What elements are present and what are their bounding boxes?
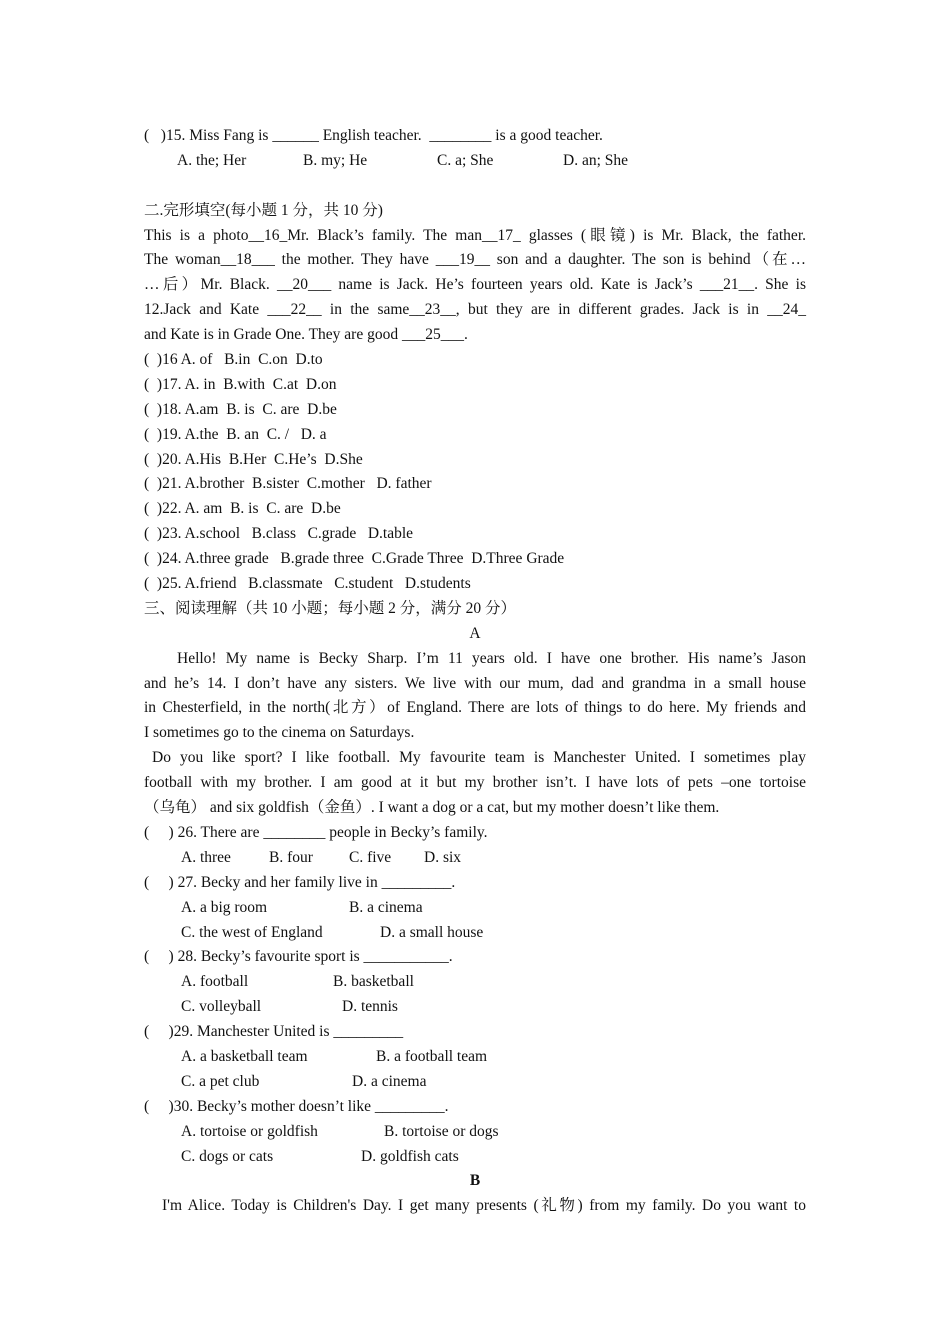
q15-stem: ( )15. Miss Fang is ______ English teacher. ________ is a good teacher. [144,127,603,144]
cloze-item: ( )23. A.school B.class C.grade D.table [144,525,414,543]
q26-option-c: C. five [349,848,392,866]
q27-option-b: B. a cinema [349,898,423,916]
cloze-item: ( )19. A.the B. an C. / D. a [144,425,327,443]
passage-a-line: Hello! My name is Becky Sharp. I’m 11 years old. I have one brother. His name’s Jason [177,649,806,667]
q27-option-c: C. the west of England [181,923,323,941]
q27-options [144,921,806,946]
q29-option-b: B. a football team [376,1047,488,1065]
cloze-item: ( )21. A.brother B.sister C.mother D. father [144,475,432,493]
cloze-item: ( )16 A. of B.in C.on D.to [144,351,323,369]
q26-options [144,846,806,871]
passage-a-line: I sometimes go to the cinema on Saturdays. [144,724,415,742]
q28-stem: ( ) 28. Becky’s favourite sport is ___________. [144,948,453,966]
q30-options [144,1145,806,1170]
section-a-label: A [469,624,481,642]
q28-option-c: C. volleyball [181,998,262,1016]
cloze-heading: 二.完形填空(每小题 1 分，共 10 分) [144,201,383,219]
passage-a-line: in Chesterfield, in the north(北方）of England. There are lots of things to do here. My friends and [144,699,806,717]
cloze-passage-line: …后）Mr. Black. __20___ name is Jack. He’s fourteen years old. Kate is Jack’s ___21__. She is [144,276,806,294]
q26-stem: ( ) 26. There are ________ people in Becky’s family. [144,823,488,841]
cloze-item: ( )24. A.three grade B.grade three C.Grade Three D.Three Grade [144,550,565,568]
cloze-passage-line: The woman__18___ the mother. They have ___19__ son and a daughter. The son is behind（在… [144,251,806,269]
q29-option-c: C. a pet club [181,1072,260,1090]
q27-stem: ( ) 27. Becky and her family live in _________. [144,873,456,891]
q28-option-d: D. tennis [342,998,398,1016]
passage-a-line: and he’s 14. I don’t have any sisters. We live with our mum, dad and grandma in a small house [144,674,806,692]
q27-option-d: D. a small house [380,923,484,941]
cloze-item: ( )22. A. am B. is C. are D.be [144,500,341,518]
q29-stem: ( )29. Manchester United is _________ [144,1023,404,1041]
reading-heading: 三、阅读理解（共 10 小题；每小题 2 分，满分 20 分） [144,599,517,617]
cloze-passage-line: 12.Jack and Kate ___22__ in the same__23__, but they are in different grades. Jack is in __24_ [144,301,806,319]
q26-option-d: D. six [424,848,462,866]
section-b-label: B [469,1172,481,1190]
q29-options [144,1070,806,1095]
cloze-item: ( )25. A.friend B.classmate C.student D.students [144,575,471,593]
q28-options [144,995,806,1020]
cloze-item: ( )20. A.His B.Her C.He’s D.She [144,450,363,468]
q30-option-b: B. tortoise or dogs [384,1122,499,1140]
passage-a-line: （乌龟） and six goldfish（金鱼）. I want a dog or a cat, but my mother doesn’t like them. [144,799,720,817]
q15-option-a: A. the; Her [177,151,247,169]
passage-a-line: football with my brother. I am good at it but my brother isn’t. I have lots of pets –one tortoise [144,774,806,792]
q28-option-a: A. football [181,973,249,991]
q26-option-b: B. four [269,848,313,866]
exam-page [144,124,806,1219]
cloze-item: ( )17. A. in B.with C.at D.on [144,375,337,393]
q28-options [144,970,806,995]
q28-option-b: B. basketball [333,973,414,991]
q30-options [144,1120,806,1145]
cloze-item: ( )18. A.am B. is C. are D.be [144,400,337,418]
q30-option-c: C. dogs or cats [181,1147,274,1165]
q26-option-a: A. three [181,848,231,866]
q15-option-b: B. my; He [303,151,368,169]
q27-options [144,896,806,921]
q27-option-a: A. a big room [181,898,268,916]
passage-b-line: I'm Alice. Today is Children's Day. I get many presents (礼物) from my family. Do you want to [162,1197,806,1215]
cloze-passage-line: and Kate is in Grade One. They are good ___25___. [144,326,468,344]
q15-option-d: D. an; She [563,151,629,169]
q29-options [144,1045,806,1070]
q30-option-a: A. tortoise or goldfish [181,1122,318,1140]
q29-option-d: D. a cinema [352,1072,427,1090]
q15-option-c: C. a; She [437,151,494,169]
cloze-passage-line: This is a photo__16_Mr. Black’s family. The man__17_ glasses (眼镜) is Mr. Black, the father. [144,226,806,244]
q29-option-a: A. a basketball team [181,1047,308,1065]
q15-options [144,149,806,174]
q30-stem: ( )30. Becky’s mother doesn’t like _________. [144,1097,449,1115]
q30-option-d: D. goldfish cats [361,1147,459,1165]
passage-a-line: Do you like sport? I like football. My favourite team is Manchester United. I sometimes play [152,749,806,767]
